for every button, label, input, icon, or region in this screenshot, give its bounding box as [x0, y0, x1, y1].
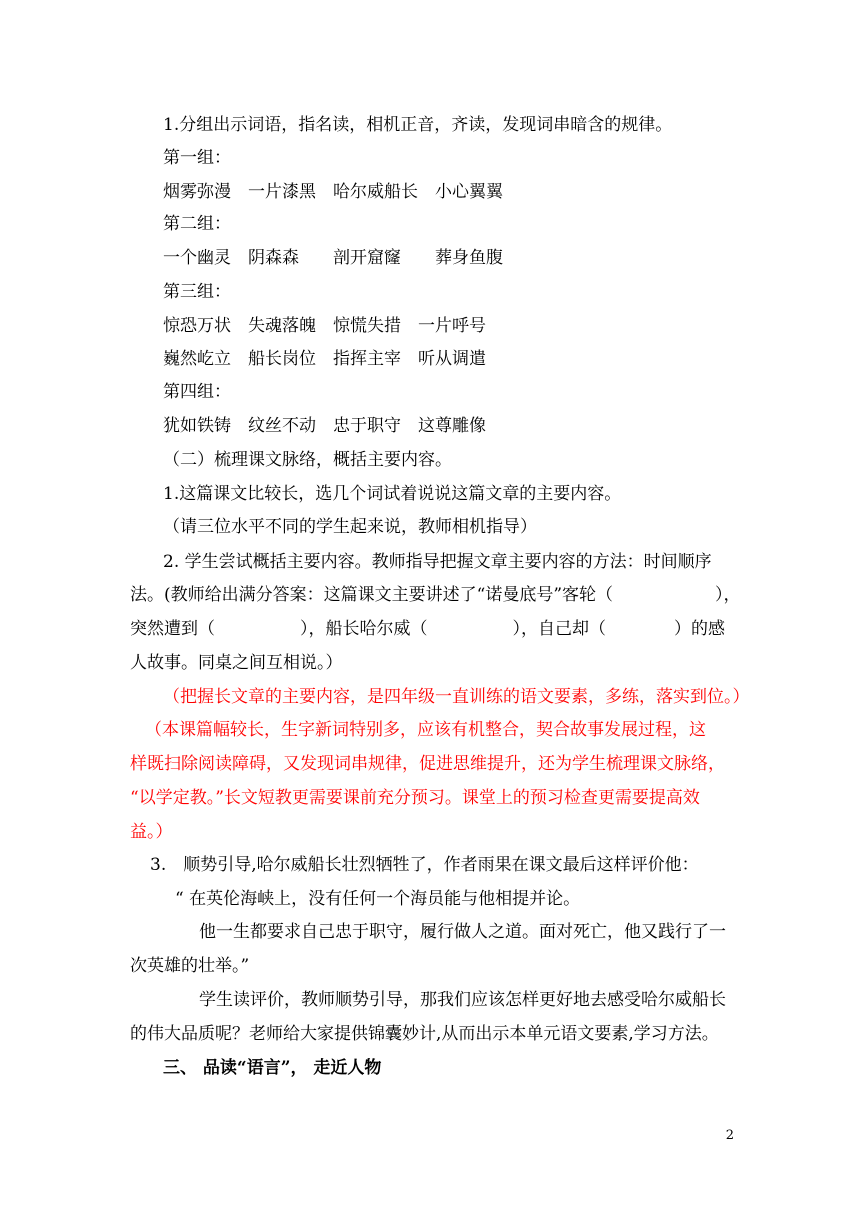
paragraph-line-2: 的伟大品质呢？老师给大家提供锦囊妙计,从而出示本单元语文要素,学习方法。 — [130, 1024, 719, 1044]
section-2-step-3: 3. 顺势引导,哈尔威船长壮烈牺牲了，作者雨果在课文最后这样评价他： — [150, 855, 699, 875]
group-1-label: 第一组： — [163, 148, 231, 168]
section-2-step-2-line-1: 2. 学生尝试概括主要内容。教师指导把握文章主要内容的方法：时间顺序 — [163, 552, 712, 572]
group-3-words-row-1: 惊恐万状 失魂落魄 惊慌失措 一片呼号 — [163, 316, 486, 336]
page-number: 2 — [725, 1128, 734, 1143]
section-2-step-2-line-3: 突然遭到（ ），船长哈尔威（ ），自己却（ ）的感 — [130, 619, 725, 639]
section-2-step-1: 1.这篇课文比较长，选几个词试着说说这篇文章的主要内容。 — [163, 484, 622, 504]
group-3-label: 第三组： — [163, 282, 231, 302]
quote-line-2: 他一生都要求自己忠于职守，履行做人之道。面对死亡，他又践行了一 — [199, 922, 726, 942]
section-2-step-2-line-2: 法。(教师给出满分答案：这篇课文主要讲述了“诺曼底号”客轮（ ）， — [130, 585, 741, 605]
group-2-words: 一个幽灵 阴森森 剖开窟窿 葬身鱼腹 — [163, 248, 503, 268]
group-3-words-row-2: 巍然屹立 船长岗位 指挥主宰 听从调遣 — [163, 349, 486, 369]
step-1-text: 1.分组出示词语，指名读，相机正音，齐读，发现词串暗含的规律。 — [163, 115, 673, 135]
group-4-label: 第四组： — [163, 382, 231, 402]
section-3-heading: 三、 品读“语言”， 走近人物 — [163, 1058, 382, 1078]
group-4-words: 犹如铁铸 纹丝不动 忠于职守 这尊雕像 — [163, 416, 486, 436]
section-2-step-2-line-4: 人故事。同桌之间互相说。） — [130, 653, 343, 673]
group-1-words: 烟雾弥漫 一片漆黑 哈尔威船长 小心翼翼 — [163, 182, 503, 202]
group-2-label: 第二组： — [163, 214, 231, 234]
teaching-note-2-line-4: 益。） — [130, 822, 173, 842]
teaching-note-2-line-1: （本课篇幅较长，生字新词特别多，应该有机整合，契合故事发展过程，这 — [145, 720, 706, 740]
teaching-note-1: （把握长文章的主要内容，是四年级一直训练的语文要素，多练，落实到位。） — [163, 687, 750, 707]
section-2-note: （请三位水平不同的学生起来说，教师相机指导） — [163, 517, 537, 537]
paragraph-line-1: 学生读评价，教师顺势引导，那我们应该怎样更好地去感受哈尔威船长 — [199, 990, 726, 1010]
quote-line-3: 次英雄的壮举。” — [130, 956, 250, 976]
teaching-note-2-line-3: “以学定教。”长文短教更需要课前充分预习。课堂上的预习检查更需要提高效 — [130, 788, 700, 808]
teaching-note-2-line-2: 样既扫除阅读障碍，又发现词串规律，促进思维提升，还为学生梳理课文脉络， — [130, 754, 725, 774]
quote-line-1: “ 在英伦海峡上，没有任何一个海员能与他相提并论。 — [175, 889, 581, 909]
section-2-heading: （二）梳理课文脉络，概括主要内容。 — [163, 450, 452, 470]
